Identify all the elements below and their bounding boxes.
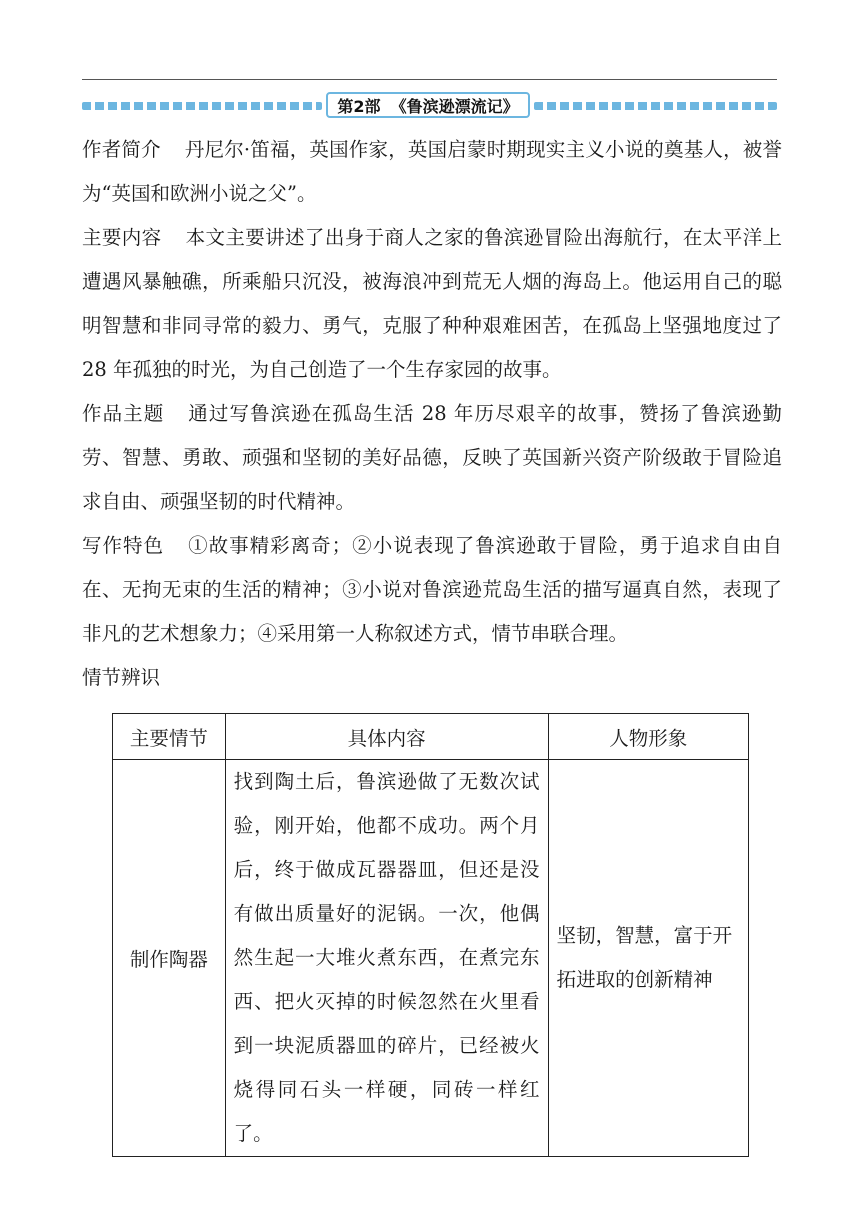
content-text: 本文主要讲述了出身于商人之家的鲁滨逊冒险出海航行，在太平洋上遭遇风暴触礁，所乘船只沉没，被海浪冲到荒无人烟的海岛上。他运用自己的聪明智慧和非同寻常的毅力、勇气，克服了种种艰难困苦，在孤岛上坚强地度过了 28 年孤独的时光，为自己创造了一个生存家园的故事。 <box>82 226 782 381</box>
dashed-decoration-left <box>82 102 322 110</box>
content-label: 主要内容 <box>82 226 162 249</box>
section-number: 第2部 <box>337 96 381 116</box>
theme-para <box>82 392 782 524</box>
main-content-para <box>82 216 782 392</box>
features-label: 写作特色 <box>82 534 165 557</box>
features-text: ①故事精彩离奇；②小说表现了鲁滨逊敢于冒险，勇于追求自由自在、无拘无束的生活的精神；③小说对鲁滨逊荒岛生活的描写逼真自然，表现了非凡的艺术想象力；④采用第一人称叙述方式，情节串联合理。 <box>82 534 782 645</box>
character-image-cell: 坚韧，智慧，富于开拓进取的创新精神 <box>548 760 748 1157</box>
main-content <box>82 128 782 700</box>
column-header: 主要情节 <box>113 714 226 760</box>
book-title: 《鲁滨逊漂流记》 <box>390 96 519 116</box>
table-header-row <box>113 714 749 760</box>
episode-cell: 制作陶器 <box>113 760 226 1157</box>
theme-label: 作品主题 <box>82 402 165 425</box>
column-header: 人物形象 <box>548 714 748 760</box>
column-header: 具体内容 <box>225 714 548 760</box>
detail-cell: 找到陶土后，鲁滨逊做了无数次试验，刚开始，他都不成功。两个月后，终于做成瓦器器皿，但还是没有做出质量好的泥锅。一次，他偶然生起一大堆火煮东西，在煮完东西、把火灭掉的时候忽然在火里看到一块泥质器皿的碎片，已经被火烧得同石头一样硬，同砖一样红了。 <box>225 760 548 1157</box>
theme-text: 通过写鲁滨逊在孤岛生活 28 年历尽艰辛的故事，赞扬了鲁滨逊勤劳、智慧、勇敢、顽强和坚韧的美好品德，反映了英国新兴资产阶级敢于冒险追求自由、顽强坚韧的时代精神。 <box>82 402 782 513</box>
section-header <box>82 92 777 118</box>
author-intro <box>82 128 782 216</box>
top-rule <box>82 79 777 80</box>
author-text: 丹尼尔·笛福，英国作家，英国启蒙时期现实主义小说的奠基人，被誉为“英国和欧洲小说之父”。 <box>82 138 782 205</box>
author-label: 作者简介 <box>82 138 161 161</box>
plot-section-label: 情节辨识 <box>82 666 161 689</box>
section-title-box <box>326 92 530 118</box>
dashed-decoration-right <box>534 102 777 110</box>
table-row <box>113 760 749 1157</box>
features-para <box>82 524 782 656</box>
plot-table <box>112 713 749 1157</box>
